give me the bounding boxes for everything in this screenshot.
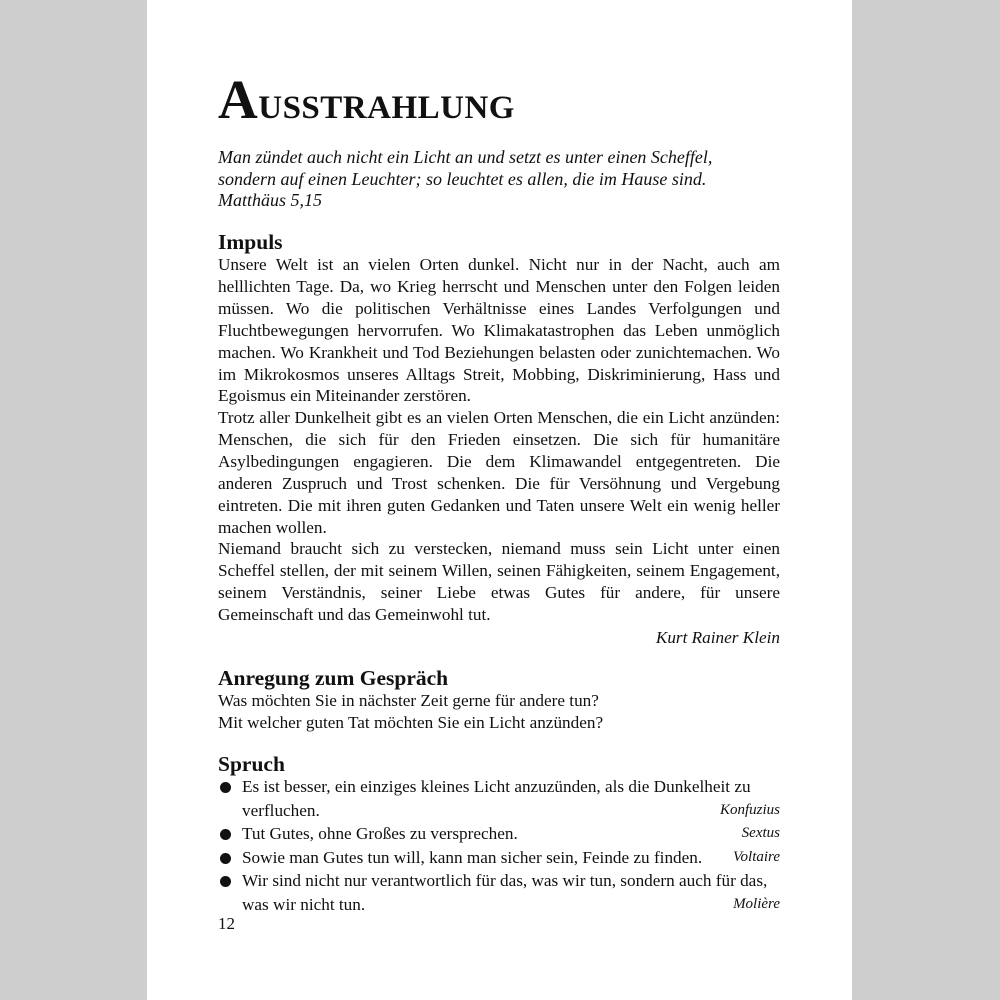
bullet-icon — [220, 853, 231, 864]
bible-motto — [218, 147, 780, 212]
section-heading-anregung: Anregung zum Gespräch — [218, 666, 449, 690]
quote-item — [218, 869, 780, 916]
quote-text: Wir sind nicht nur verantwortlich für das, was wir tun, sondern auch für das, was wir nicht tun. — [242, 871, 768, 914]
quote-item — [218, 775, 780, 822]
motto-line: Man zündet auch nicht ein Licht an und setzt es unter einen Scheffel, — [218, 147, 713, 167]
bullet-icon — [220, 876, 231, 887]
page-title — [218, 69, 515, 130]
quote-text: Es ist besser, ein einziges kleines Licht anzuzünden, als die Dunkelheit zu verfluchen. — [242, 777, 751, 820]
impuls-paragraph: Unsere Welt ist an vielen Orten dunkel. Nicht nur in der Nacht, auch am helllichten Tage. Da, wo Krieg herrscht und Menschen unter den Folgen leiden müssen. Wo die politischen Verhältnisse eines Landes Verfolgungen und Fluchtbewegungen hervorrufen. Wo Klimakatastrophen das Leben unmöglich machen. Wo Krankheit und Tod Beziehungen belasten oder zunichtemachen. Wo im Mikrokosmos unseres Alltags Streit, Mobbing, Diskriminierung, Hass und Egoismus ein Miteinander zerstören. — [218, 255, 780, 406]
bullet-icon — [220, 829, 231, 840]
quote-text: Tut Gutes, ohne Großes zu versprechen. — [242, 824, 518, 843]
title-initial: A — [218, 69, 259, 130]
section-heading-impuls: Impuls — [218, 230, 283, 254]
impuls-paragraph: Niemand braucht sich zu verstecken, niemand muss sein Licht unter einen Scheffel stellen, der mit seinem Willen, seinen Fähigkeiten, seinem Engagement, seinem Verständnis, seiner Liebe etwas Gutes für andere, für unsere Gemeinschaft und das Gemeinwohl tut. — [218, 539, 780, 624]
quote-source: Sextus — [741, 825, 780, 841]
bullet-icon — [220, 782, 231, 793]
title-rest: USSTRAHLUNG — [258, 90, 515, 126]
discussion-question: Mit welcher guten Tat möchten Sie ein Licht anzünden? — [218, 713, 604, 732]
impuls-paragraph: Trotz aller Dunkelheit gibt es an vielen Orten Menschen, die ein Licht anzünden: Menschen, die sich für den Frieden einsetzen. Die sich für humanitäre Asylbedingungen engagieren. Die dem Klimawandel entgegentreten. Die anderen Zuspruch und Trost schenken. Die für Versöhnung und Vergebung eintreten. Die mit ihren guten Gedanken und Taten unsere Welt ein wenig heller machen wollen. — [218, 408, 780, 537]
book-page — [147, 0, 852, 1000]
quote-source: Konfuzius — [719, 801, 780, 818]
quote-list — [218, 775, 780, 916]
page-number: 12 — [218, 914, 235, 933]
motto-line: sondern auf einen Leuchter; so leuchtet es allen, die im Hause sind. — [218, 168, 707, 189]
quote-item — [218, 822, 780, 846]
section-heading-spruch: Spruch — [218, 752, 285, 776]
discussion-question: Was möchten Sie in nächster Zeit gerne für andere tun? — [218, 691, 599, 710]
motto-reference: Matthäus 5,15 — [218, 190, 323, 210]
quote-source: Voltaire — [733, 848, 780, 865]
quote-text: Sowie man Gutes tun will, kann man sicher sein, Feinde zu finden. — [242, 847, 703, 867]
quote-source: Molière — [733, 895, 780, 912]
impuls-author: Kurt Rainer Klein — [655, 628, 780, 647]
quote-item — [218, 846, 780, 870]
